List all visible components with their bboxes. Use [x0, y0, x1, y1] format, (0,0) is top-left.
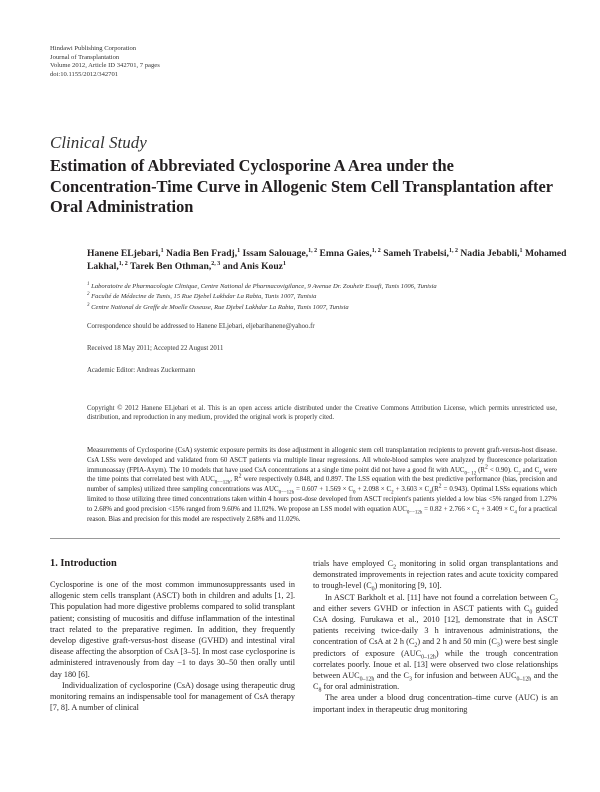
article-title: Estimation of Abbreviated Cyclosporine A Area under the Concentration-Time Curve in Allogenic Stem Cell Transplantation after Oral Administration [50, 156, 553, 216]
copyright-notice: Copyright © 2012 Hanene ELjebari et al. This is an open access article distributed under the Creative Commons Attribution License, which permits unrestricted use, distribution, and reproduction in any medium, provided the original work is properly cited. [87, 405, 557, 422]
affiliation: $^2$ Faculté de Médecine de Tunis, 15 Rue Djebel Lakhdar La Rabta, Tunis 1007, Tunisia [87, 292, 317, 301]
author-list [87, 247, 567, 273]
left-column [50, 558, 295, 713]
author: Hanene ELjebari,$^1$ [87, 247, 164, 259]
volume-info: Volume 2012, Article ID 342701, 7 pages [50, 62, 160, 70]
author: Tarek Ben Othman,$^{2, 3}$ [129, 260, 221, 272]
affiliation: $^3$ Centre National de Greffe de Moelle Osseuse, Rue Djebel Lakhdar La Rabta, Tunis 1007, Tunisia [87, 302, 349, 311]
doi: doi:10.1155/2012/342701 [50, 70, 119, 78]
paragraph: Individualization of cyclosporine (CsA) dosage using therapeutic drug monitoring remains an indispensable tool for management of CsA therapy [7, 8]. A number of clinical [50, 680, 295, 713]
paragraph: Cyclosporine is one of the most common immunosuppressants used in allogenic stem cells transplant (ASCT) both in children and adults [1, 2]. This population had more digestive problems compared to solid transplant patient; consisting of mucositis and diffuse inflammation of the intestinal tract related to the preparative regimen. In addition, they frequently develop digestive graft-versus-host disease (GVHD) and intestinal viral disease affecting the absorption of CsA [3–5]. In most case cyclosporine is administered intravenously from day −1 to days 30–50 then orally until day 180 [6]. [50, 580, 295, 679]
affiliation: $^1$ Laboratoire de Pharmacologie Clinique, Centre National de Pharmacovigilance, 9 Avenue Dr. Zouheïr Essafi, Tunis 1006, Tunisia [87, 281, 437, 290]
author: Mohamed Lakhal,$^{1, 2}$ [87, 248, 567, 272]
author: and Anis Kouz$^1$ [222, 260, 286, 272]
right-column [313, 558, 558, 715]
abstract-text: Measurements of Cyclosporine (CsA) systemic exposure permits its dose adjustment in allogenic stem cell transplantation recipients to prevent graft-versus-host disease. CsA LSSs were developed and validated from 60 ASCT patients via multiple linear regressions. All whole-blood samples were analyzed by fluorescence polarization immunoassay (FPIA-Axym). The 10 models that have used CsA concentrations at a single time point did not have a good fit with $AUC_{0- 12}$ $(R^2 < 0.90)$. $C_2$ and $C_4$ were the time points that correlated best with $AUC_{0--12h}$, $R^2$ were respectively 0.848, and 0.897. The LSS equation with the best predictive performance (bias, precision and number of samples) utilized three sampling concentrations was $AUC_{0--12h} = 0.607 + 1.569 \times C_0 + 2.098 \times C_2 + 3.603 \times C_4(R^2 = 0.943)$. Optimal LSSs equations which limited to those utilizing three timed concentrations taken within 4 hours post-dose developed from ASCT recipient's patients yielded a low bias <5% ranged from 1.27% to 2.68% and good precision <15% ranged from 9.60% and 11.02%. We propose an LSS model with equation $AUC_{0--12h} = 0.82 + 2.766 \times C_2 + 3.409 \times C_4$ for a practical reason. Bias and precision for this model are respectively 2.68% and 11.02%. [87, 447, 558, 523]
correspondence: Correspondence should be addressed to Hanene ELjebari, eljebarihanene@yahoo.fr [87, 323, 315, 330]
author: Emna Gaies,$^{1, 2}$ [319, 247, 381, 259]
publisher: Hindawi Publishing Corporation [50, 45, 137, 52]
author: Sameh Trabelsi,$^{1, 2}$ [383, 247, 458, 259]
received-accepted-dates: Received 18 May 2011; Accepted 22 August 2011 [87, 345, 224, 352]
affiliations [87, 282, 557, 313]
author: Nadia Jebabli,$^1$ [460, 247, 523, 259]
paragraph: The area under a blood drug concentration–time curve (AUC) is an important index in therapeutic drug monitoring [313, 693, 558, 714]
abstract [87, 446, 557, 524]
paragraph: In ASCT Barkholt et al. [11] have not found a correlation between $C_2$ and either severs GVHD or infection in ASCT patients with $C_0$ guided CsA dosing. Furukawa et al., 2010 [12], demonstrate that in ASCT patients receiving twice-daily 3 h intravenous administrations, the concentration of CsA at 2 h $(C_2)$ and 2 h and 50 $\min (C_3)$ were best single predictors of exposure $(AUC_{0-12h})$ while the trough concentration correlates poorly. Inoue et al. [13] were observed two close relationships between $AUC_{0-12h}$ and the $C_3$ for infusion and between $AUC_{0-12h}$ and the $C_8$ for oral administration. [313, 592, 558, 694]
article-category: Clinical Study [50, 133, 147, 152]
journal-name: Journal of Transplantation [50, 53, 120, 61]
author: Nadia Ben Fradj,$^1$ [165, 247, 241, 259]
paragraph: trials have employed $C_2$ monitoring in solid organ transplantations and demonstrated improvements in rejection rates and acute toxicity compared to trough-level $(C_0)$ monitoring [9, 10]. [313, 559, 558, 594]
academic-editor: Academic Editor: Andreas Zuckermann [87, 367, 196, 374]
section-divider [50, 538, 560, 539]
section-heading: 1. Introduction [50, 558, 117, 569]
publication-info [50, 45, 160, 79]
author: Issam Salouage,$^{1, 2}$ [242, 247, 318, 259]
